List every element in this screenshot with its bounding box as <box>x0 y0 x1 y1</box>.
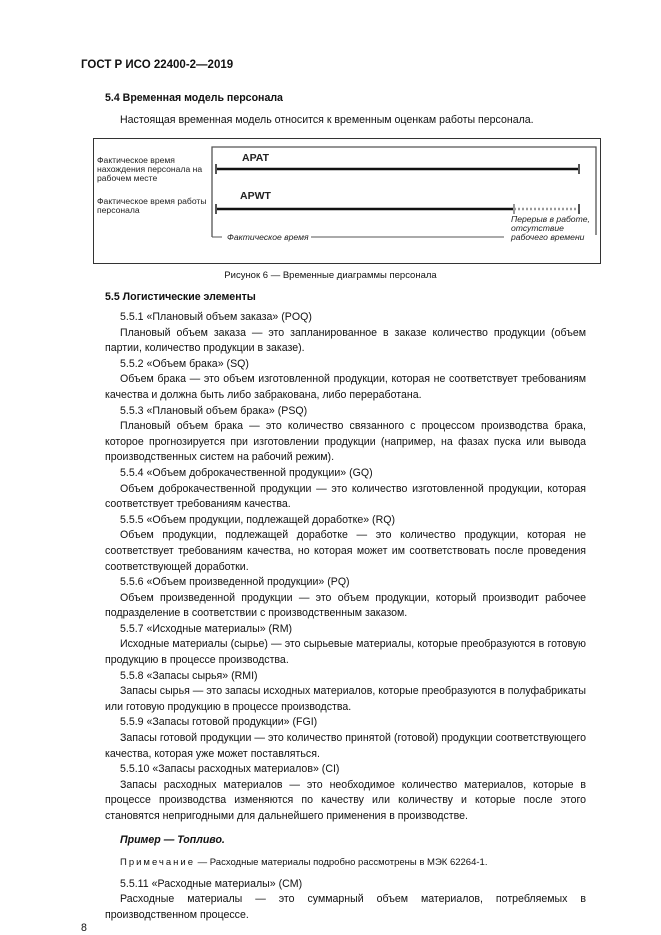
row1-label: Фактическое время нахождения персонала на рабочем месте <box>97 155 203 183</box>
figure-timeline-diagram <box>93 138 601 264</box>
paragraph: 5.5.9 «Запасы готовой продукции» (FGI) <box>120 716 318 729</box>
section-heading-5-4: 5.4 Временная модель персонала <box>105 92 283 104</box>
apwt-label: APWT <box>240 190 271 202</box>
note-text: — Расходные материалы подробно рассмотрены в МЭК 62264-1. <box>195 857 488 869</box>
paragraph: 5.5.7 «Исходные материалы» (RM) <box>120 622 293 635</box>
paragraph: Исходные материалы (сырье) — это сырьевые материалы, которые преобразуются в готовую продукцию в процессе производства. <box>105 638 586 667</box>
page-number: 8 <box>81 922 87 934</box>
note <box>105 855 586 871</box>
timeline-graphic <box>94 139 600 263</box>
paragraph: Объем брака — это объем изготовленной продукции, которая не соответствует требованиям качества и должна быть либо забракована, либо переработана. <box>105 373 586 401</box>
paragraph: 5.5.2 «Объем брака» (SQ) <box>120 357 249 370</box>
paragraph: 5.5.3 «Плановый объем брака» (PSQ) <box>120 404 308 417</box>
paragraph: Запасы сырья — это запасы исходных материалов, которые преобразуются в полуфабрикаты или готовую продукцию в процессе производства. <box>105 685 586 713</box>
paragraph: 5.5.4 «Объем доброкачественной продукции» (GQ) <box>120 466 373 479</box>
paragraph: 5.5.11 «Расходные материалы» (CM) <box>120 877 303 890</box>
paragraph: 5.5.8 «Запасы сырья» (RMI) <box>120 669 258 682</box>
section-heading-5-5: 5.5 Логистические элементы <box>105 291 256 303</box>
axis-label: Фактическое время <box>227 232 309 242</box>
paragraph: Расходные материалы — это суммарный объем материалов, потребляемых в производственном процессе. <box>105 893 586 921</box>
figure-caption: Рисунок 6 — Временные диаграммы персонала <box>224 270 437 281</box>
paragraph: Запасы готовой продукции — это количество принятой (готовой) продукции соответствующего качества, которая уже может поставляться. <box>105 732 586 760</box>
note-label: Примечание <box>120 857 195 869</box>
paragraph: 5.5.1 «Плановый объем заказа» (POQ) <box>120 311 312 323</box>
row2-label: Фактическое время работы персонала <box>97 196 207 215</box>
paragraph: 5.5.6 «Объем произведенной продукции» (PQ) <box>120 576 350 589</box>
paragraph: 5.5.5 «Объем продукции, подлежащей доработке» (RQ) <box>120 513 396 526</box>
paragraph: Объем продукции, подлежащей доработке — это количество продукции, которая не соответствует требованиям качества, но которая может им соответствовать после проведения соответствующей доработки. <box>105 529 586 573</box>
break-label: Перерыв в работе, отсутствие рабочего времени <box>511 214 590 242</box>
paragraph: Плановый объем заказа — это запланированное в заказе количество продукции (объем партии, количество продукции в заказе). <box>105 326 586 355</box>
paragraph: Запасы расходных материалов — это необходимое количество материалов, которые в процессе производства изменяются по качеству или количеству и которые после этого становятся непригодными для дальнейшего применения в производстве. <box>105 778 586 822</box>
paragraph: Плановый объем брака — это количество связанного с процессом производства брака, которое прогнозируется при изготовлении продукции (например, на фазах пуска или вывода производственных систем на рабочий режим). <box>105 420 586 464</box>
section-body <box>105 310 586 924</box>
paragraph: Объем произведенной продукции — это объем продукции, который производит рабочее подразделение в соответствии с производственным заказом. <box>105 591 586 620</box>
document-header: ГОСТ Р ИСО 22400-2—2019 <box>81 59 234 71</box>
paragraph: 5.5.10 «Запасы расходных материалов» (CI) <box>120 763 340 776</box>
paragraph: Объем доброкачественной продукции — это количество изготовленной продукции, которая соответствует требованиям качества. <box>105 482 586 511</box>
apat-label: APAT <box>242 152 270 164</box>
example: Пример — Топливо. <box>120 833 225 846</box>
section-intro: Настоящая временная модель относится к временным оценкам работы персонала. <box>120 114 534 126</box>
